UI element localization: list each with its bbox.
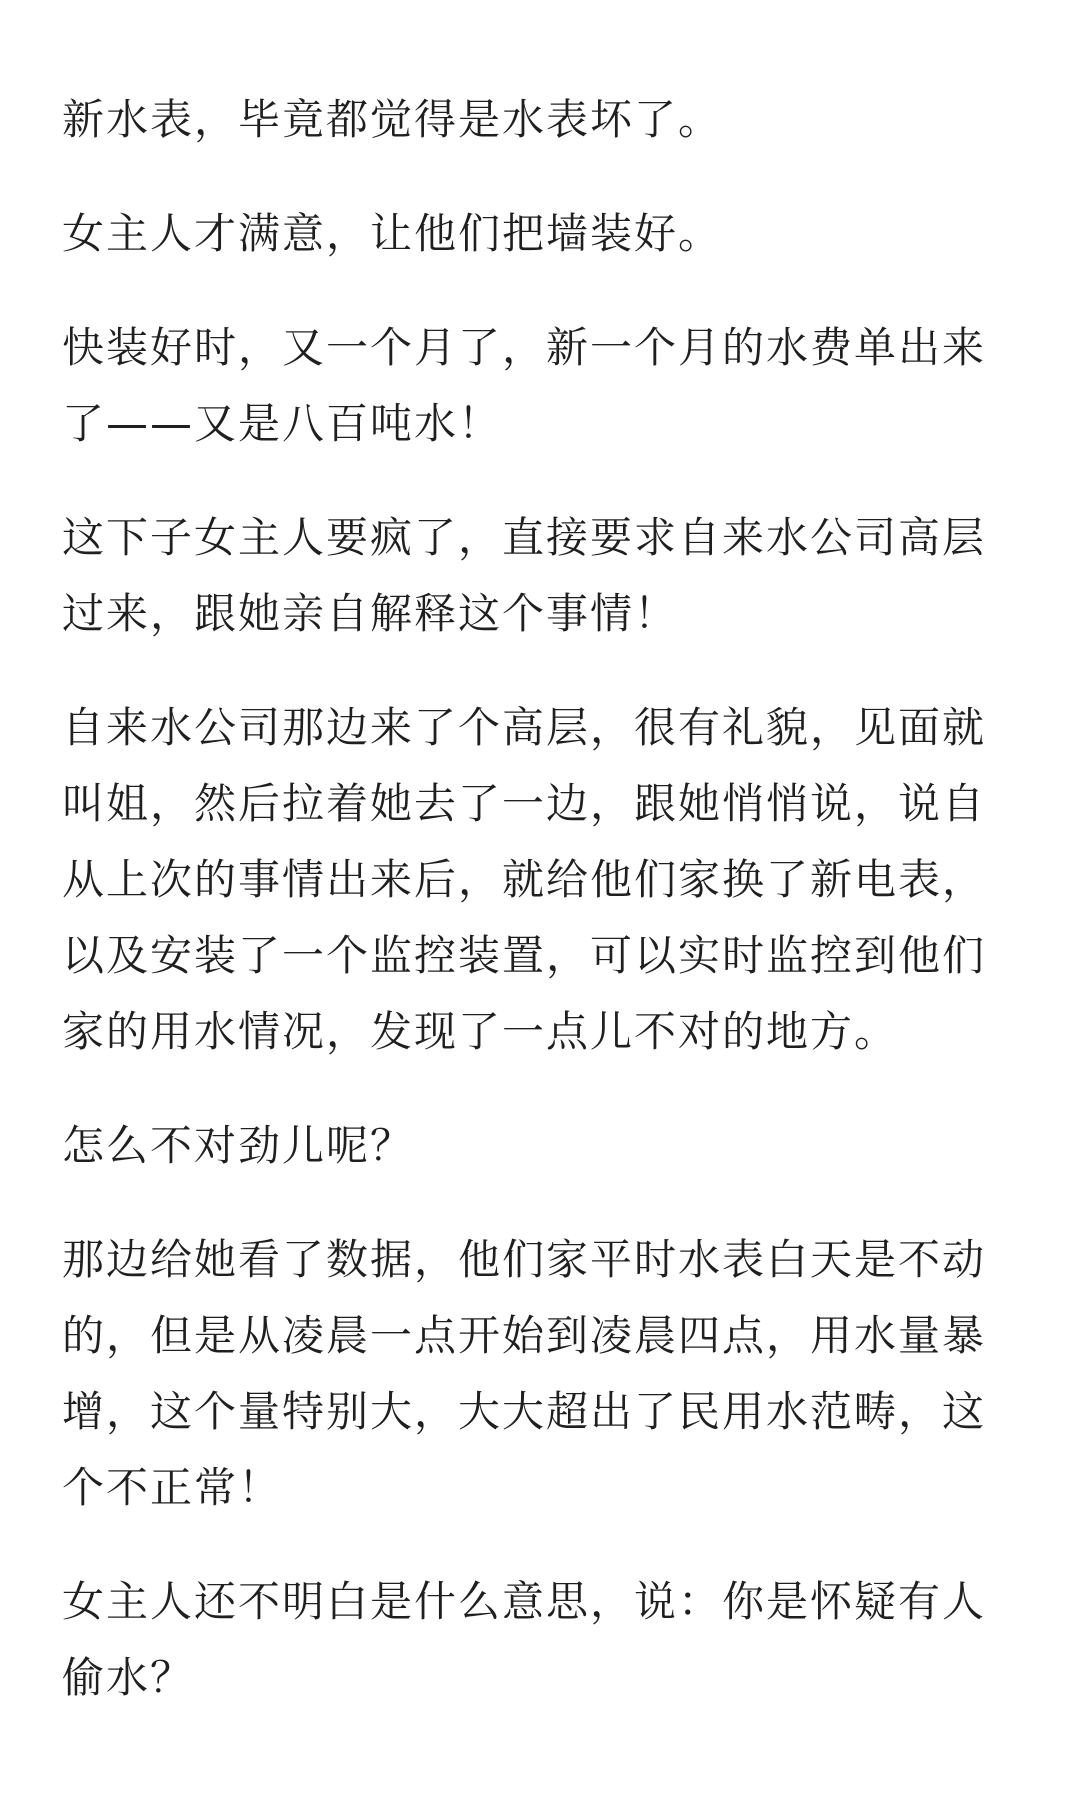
article-body — [62, 82, 1022, 1754]
paragraph: 女主人才满意，让他们把墙装好。 — [62, 209, 723, 258]
paragraph: 新水表，毕竟都觉得是水表坏了。 — [62, 95, 723, 144]
paragraph: 那边给她看了数据，他们家平时水表白天是不动的，但是从凌晨一点开始到凌晨四点，用水量暴增，这个量特别大，大大超出了民用水范畴，这个不正常！ — [62, 1235, 987, 1512]
paragraph: 怎么不对劲儿呢？ — [62, 1121, 415, 1170]
paragraph: 这下子女主人要疯了，直接要求自来水公司高层过来，跟她亲自解释这个事情！ — [62, 513, 987, 638]
paragraph: 女主人还不明白是什么意思，说：你是怀疑有人偷水？ — [62, 1577, 987, 1702]
paragraph: 快装好时，又一个月了，新一个月的水费单出来了——又是八百吨水！ — [62, 323, 987, 448]
paragraph: 自来水公司那边来了个高层，很有礼貌，见面就叫姐，然后拉着她去了一边，跟她悄悄说，说自从上次的事情出来后，就给他们家换了新电表，以及安装了一个监控装置，可以实时监控到他们家的用水情况，发现了一点儿不对的地方。 — [62, 703, 987, 1056]
